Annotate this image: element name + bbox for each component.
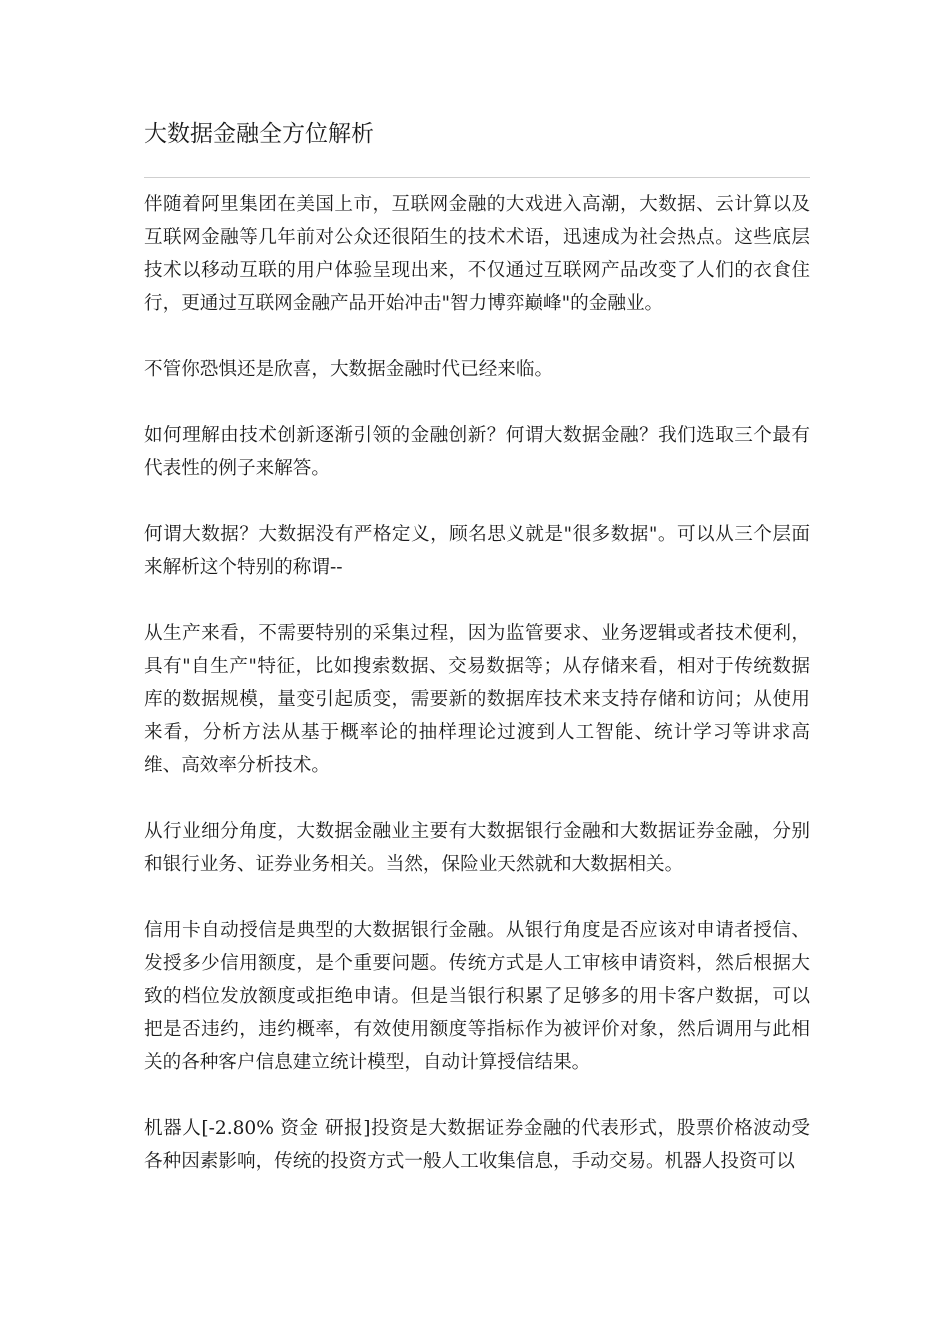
- paragraph-7: 信用卡自动授信是典型的大数据银行金融。从银行角度是否应该对申请者授信、发授多少信用额度，是个重要问题。传统方式是人工审核申请资料，然后根据大致的档位发放额度或拒绝申请。但是当银行积累了足够多的用卡客户数据，可以把是否违约，违约概率，有效使用额度等指标作为被评价对象，然后调用与此相关的各种客户信息建立统计模型，自动计算授信结果。: [144, 920, 810, 1073]
- paragraph-1: 伴随着阿里集团在美国上市，互联网金融的大戏进入高潮，大数据、云计算以及互联网金融等几年前对公众还很陌生的技术术语，迅速成为社会热点。这些底层技术以移动互联的用户体验呈现出来，不仅通过互联网产品改变了人们的衣食住行，更通过互联网金融产品开始冲击"智力博弈巅峰"的金融业。: [144, 194, 810, 314]
- paragraph-5: 从生产来看，不需要特别的采集过程，因为监管要求、业务逻辑或者技术便利，具有"自生产"特征，比如搜索数据、交易数据等；从存储来看，相对于传统数据库的数据规模，量变引起质变，需要新的数据库技术来支持存储和访问；从使用来看，分析方法从基于概率论的抽样理论过渡到人工智能、统计学习等讲求高维、高效率分析技术。: [144, 623, 810, 776]
- article-title: 大数据金融全方位解析: [144, 121, 374, 147]
- paragraph-2: 不管你恐惧还是欣喜，大数据金融时代已经来临。: [144, 359, 554, 380]
- paragraph-6: 从行业细分角度，大数据金融业主要有大数据银行金融和大数据证券金融，分别和银行业务、证券业务相关。当然，保险业天然就和大数据相关。: [144, 821, 810, 875]
- article-body: [144, 188, 810, 1211]
- title-divider: [144, 177, 810, 178]
- paragraph-4: 何谓大数据？大数据没有严格定义，顾名思义就是"很多数据"。可以从三个层面来解析这个特别的称谓--: [144, 524, 810, 578]
- paragraph-8: 机器人[-2.80% 资金 研报]投资是大数据证券金融的代表形式，股票价格波动受各种因素影响，传统的投资方式一般人工收集信息，手动交易。机器人投资可以: [144, 1118, 810, 1172]
- paragraph-3: 如何理解由技术创新逐渐引领的金融创新？何谓大数据金融？我们选取三个最有代表性的例子来解答。: [144, 425, 810, 479]
